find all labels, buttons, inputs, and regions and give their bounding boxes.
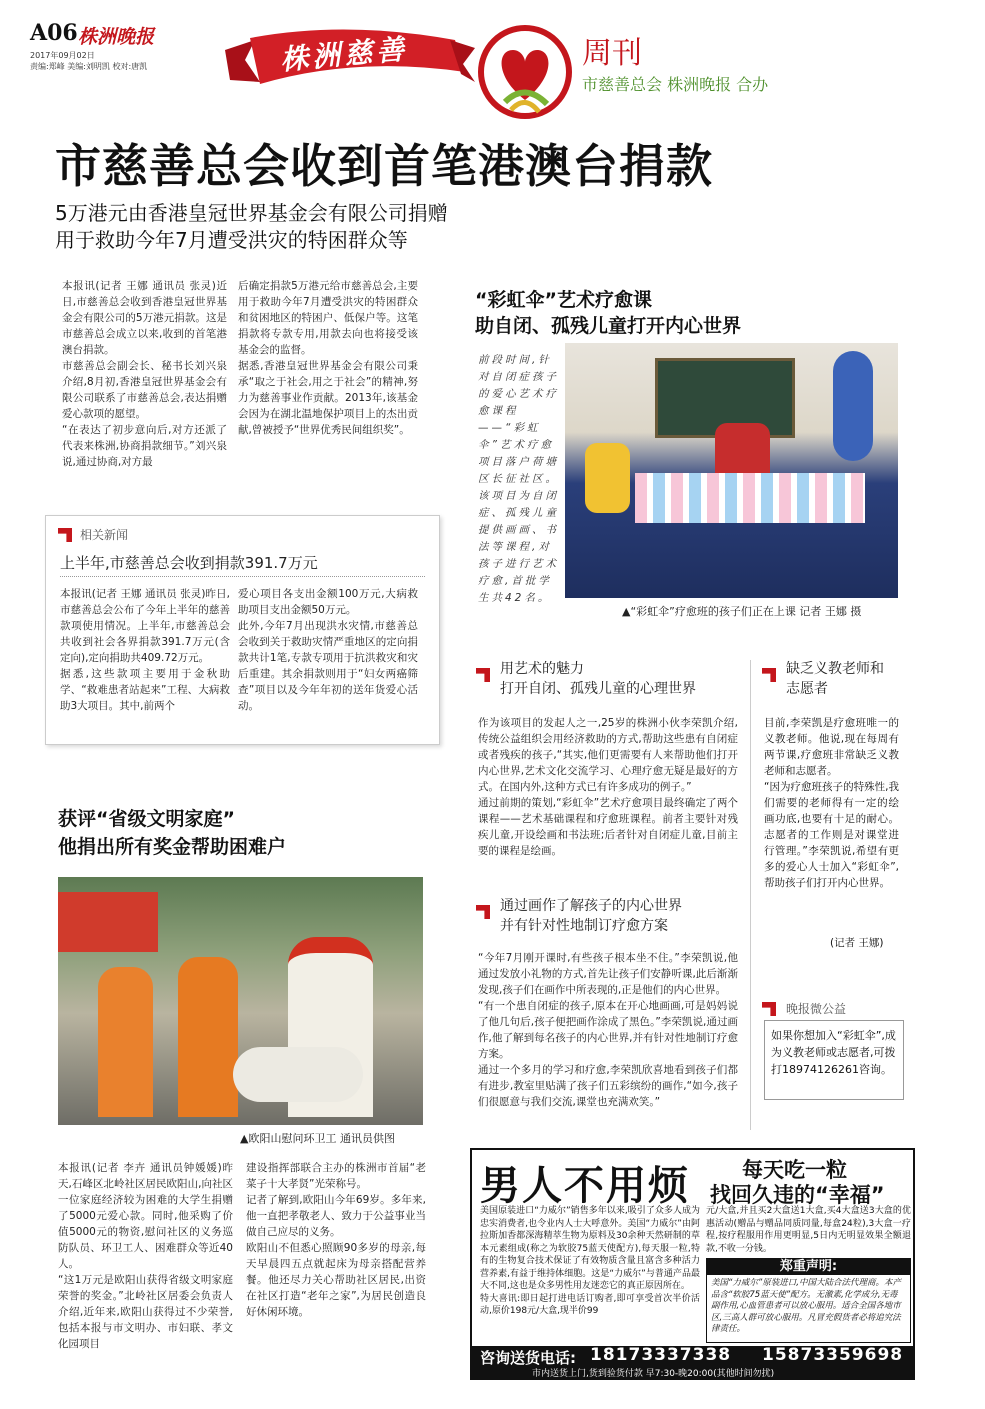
sec2-body: “今年7月刚开课时,有些孩子根本坐不住。”李荣凯说,他通过发放小礼物的方式,首先让孩子们安静听课,此后渐渐发现,孩子们在画作中所表现的,正是他们的内心世界。 “有一个患自闭症的孩子,原本在开心地画画,可是妈妈说了他几句后,孩子便把画作涂成了黑色。”李荣凯说,通过画作,他了解到每名孩子的内心世界,并有针对性地制订疗愈方案。 通过一个多月的学习和疗愈,李荣凯欣喜地看到孩子们都有进步,教室里贴满了孩子们五彩缤纷的画作,“如今,孩子们很愿意与我们交流,课堂也充满欢笑。” <box>478 952 738 1108</box>
related-col-2: 爱心项目各支出金额100万元,大病救助项目支出金额50万元。 此外,今年7月出现洪水灾情,市慈善总会收到关于救助灾情严重地区的定向捐款共计1笔,专款专项用于抗洪救灾和灾后重建。其余捐款则用于“妇女两癌筛查”项目以及今年年初的送年货爱心活动。 <box>238 588 418 712</box>
issue-date: 2017年09月02日 <box>30 51 95 60</box>
sanitation-workers-photo <box>58 877 423 1125</box>
family-photo-caption: ▲欧阳山慰问环卫工 通讯员供图 <box>240 1132 395 1145</box>
side-column-rule <box>750 660 751 1130</box>
classroom-caption: ▲“彩虹伞”疗愈班的孩子们正在上课 记者 王娜 摄 <box>622 605 862 618</box>
gift-bags <box>233 1047 363 1102</box>
ad-phone-2: 15873359698 <box>762 1345 904 1365</box>
ad-delivery: 市内送货上门,货到验货付款 早7:30-晚20:00(其他时间勿扰) <box>532 1369 775 1379</box>
ad-body-right: 元/大盒,并且买2大盒送1大盒,买4大盒送3大盒的优惠活动(赠品与赠品同质同量,每盒24粒),3大盒一疗程,按疗程服用作用更明显,5日内无明显效果全额退款,不收一分钱。 <box>706 1206 911 1254</box>
ad-hotline-label: 咨询送货电话: <box>480 1349 576 1367</box>
rainbow-headline-1: “彩虹伞”艺术疗愈课 <box>475 289 652 311</box>
co-hosts: 市慈善总会 株洲晚报 合办 <box>582 75 769 94</box>
family-col-1: 本报讯(记者 李卉 通讯员钟媛媛)昨天,石峰区北岭社区居民欧阳山,向社区一位家庭经济较为困难的大学生捐赠了5000元爱心款。同时,他采购了价值5000元的物资,慰问社区的义务巡防队员、环卫工人、困难群众等近40人。 “这1万元是欧阳山获得省级文明家庭荣誉的奖金。”北岭社区居委会负责人介绍,近年来,欧阳山获得过不少荣誉,包括本报与市文明办、市妇联、孝文化园项目 <box>58 1162 233 1350</box>
paint-trays <box>635 473 865 523</box>
family-col-2: 建设指挥部联合主办的株洲市首届“老菜子十大孝贤”光荣称号。 记者了解到,欧阳山今年69岁。多年来,他一直把孝敬老人、致力于公益事业当做自己应尽的义务。 欧阳山不但悉心照顾90多岁的母亲,每天早晨四五点就起床为母亲搭配营养餐。他还尽力关心帮助社区居民,出资在社区打造“老年之家”,为居民创造良好休闲环境。 <box>246 1162 426 1318</box>
wechat-box: 如果你想加入“彩虹伞”,成为义教老师或志愿者,可拨打18974126261咨询。 <box>764 1020 904 1100</box>
ad-body-left: 美国原装进口“力威尔”销售多年以来,吸引了众多人成为忠实消费者,也令业内人士大呼意外。美国“力威尔”由阿拉斯加香都深海精萃生物为原料及30余种天然研制的草本元素组成(称之为软胶75蓝天使配方),每天服一粒,特有的生物复合技术保证了有效物质含量且富含多种活力营养素,有益于维持体细胞。这是“力威尔”与普通产品最大不同,这也是众多男性用友迷恋它的真正原因所在。 特大喜讯:即日起打进电话订购者,即可享受首次半价活动,原价198元/大盒,现半价99 <box>480 1206 700 1316</box>
related-news-box <box>45 515 440 745</box>
family-headline-1: 获评“省级文明家庭” <box>58 808 235 830</box>
rainbow-intro: 前段时间,针对自闭症孩子的爱心艺术疗愈课程——“彩虹伞”艺术疗愈项目落户荷塘区长征社区。该项目为自闭症、孤残儿童提供画画、书法等课程,对孩子进行艺术疗愈,首批学生共42名。 <box>478 354 559 604</box>
advertisement <box>470 1148 915 1380</box>
charity-heart-icon <box>475 22 575 122</box>
ad-hotline-bar <box>472 1346 913 1378</box>
masthead <box>0 0 985 130</box>
worker-figure <box>178 957 238 1117</box>
sec1-title-2: 打开自闭、孤残儿童的心理世界 <box>500 681 696 697</box>
sec2-title-1: 通过画作了解孩子的内心世界 <box>500 898 682 914</box>
ad-phone-1: 18173337338 <box>590 1345 732 1365</box>
lead-subheadline-1: 5万港元由香港皇冠世界基金会有限公司捐赠 <box>55 201 448 225</box>
student-figure <box>585 443 630 513</box>
rainbow-headline-2: 助自闭、孤残儿童打开内心世界 <box>475 315 742 337</box>
lead-subheadline-2: 用于救助今年7月遭受洪灾的特困群众等 <box>55 228 408 252</box>
section-marker-icon <box>762 1002 776 1016</box>
page-number: A06 <box>30 20 78 46</box>
ad-notice-body: 美国“力威尔”原装进口,中国大陆合法代理商。本产品含“软胶75蓝天使”配方。无激素,化学成分,无毒副作用,心血管患者可以放心服用。适合全国各地市区,三高人群可放心服用。凡冒充假货者必将追究法律责任。 <box>711 1278 902 1334</box>
sec1-title-1: 用艺术的魅力 <box>500 661 584 677</box>
side-title-1: 缺乏义教老师和 <box>786 661 884 677</box>
paper-name: 株洲晚报 <box>78 26 155 48</box>
related-label: 相关新闻 <box>80 528 129 542</box>
ad-big-title: 男人不用烦 <box>480 1162 690 1209</box>
side-byline: (记者 王娜) <box>830 937 884 949</box>
related-divider <box>60 576 425 577</box>
side-title-2: 志愿者 <box>786 681 828 697</box>
banner-title: 株洲慈善 <box>278 32 410 77</box>
section-marker-icon <box>476 668 490 682</box>
ad-notice-title: 郑重声明: <box>707 1259 910 1275</box>
wechat-label: 晚报微公益 <box>786 1002 847 1016</box>
lead-headline: 市慈善总会收到首笔港澳台捐款 <box>55 139 713 193</box>
worker-figure <box>98 967 153 1117</box>
related-col-1: 本报讯(记者 王娜 通讯员 张灵)昨日,市慈善总会公布了今年上半年的慈善款项使用情况。上半年,市慈善总会共收到社会各界捐款391.7万元(含定向),定向捐助共409.72万元。 据悉,这些款项主要用于金秋助学、“救难患者站起来”工程、大病救助3大项目。其中,前两个 <box>60 588 230 712</box>
related-title: 上半年,市慈善总会收到捐款391.7万元 <box>60 554 318 572</box>
editors-line: 责编:郑峰 美编:刘明凯 校对:唐凯 <box>30 62 148 71</box>
classroom-photo <box>565 343 898 598</box>
side-body: 目前,李荣凯是疗愈班唯一的义教老师。他说,现在每周有两节课,疗愈班非常缺乏义教老师和志愿者。 “因为疗愈班孩子的特殊性,我们需要的老师得有一定的绘画功底,也要有十足的耐心。志愿者的工作则是对课堂进行管理。”李荣凯说,希望有更多的爱心人士加入“彩虹伞”,帮助孩子们打开内心世界。 <box>764 717 899 889</box>
section-marker-icon <box>762 668 776 682</box>
section-marker-icon <box>476 905 490 919</box>
lead-col-1: 本报讯(记者 王娜 通讯员 张灵)近日,市慈善总会收到香港皇冠世界基金会有限公司的5万港元捐款。这是市慈善总会成立以来,收到的首笔港澳台捐款。 市慈善总会副会长、秘书长刘兴泉介绍,8月初,香港皇冠世界基金会有限公司联系了市慈善总会,表达捐赠爱心款项的愿望。 “在表达了初步意向后,对方还派了代表来株洲,协商捐款细节。”刘兴泉说,通过协商,对方最 <box>62 280 227 468</box>
ad-slogan-1: 每天吃一粒 <box>742 1158 847 1182</box>
puppet-figure <box>833 351 873 461</box>
weekly-label: 周刊 <box>582 36 642 71</box>
ad-notice <box>706 1258 911 1343</box>
ad-slogan-2: 找回久违的“幸福” <box>710 1183 885 1207</box>
lead-col-2: 后确定捐款5万港元给市慈善总会,主要用于救助今年7月遭受洪灾的特困群众和贫困地区的特困户、低保户等。这笔捐款将专款专用,用款去向也将接受该基金会的监督。 据悉,香港皇冠世界基金会有限公司秉承“取之于社会,用之于社会”的精神,努力为慈善事业作贡献。2013年,该基金会因为在湖北温地保护项目上的杰出贡献,曾被授予“世界优秀民间组织奖”。 <box>238 280 418 436</box>
sec2-title-2: 并有针对性地制订疗愈方案 <box>500 918 668 934</box>
sec1-body: 作为该项目的发起人之一,25岁的株洲小伙李荣凯介绍,传统公益组织会用经济救助的方式,帮助这些患有自闭症或者残疾的孩子,“其实,他们更需要有人来帮助他们打开内心世界,艺术文化交流学习、心理疗愈无疑是最好的方式。在国内外,这种方式已有许多成功的例子。” 通过前期的策划,“彩虹伞”艺术疗愈项目最终确定了两个课程——艺术基础课程和疗愈班课程。前者主要针对残疾儿童,开设绘画和书法班;后者针对自闭症儿童,目前主要的课程是绘画。 <box>478 717 738 857</box>
section-marker-icon <box>58 528 72 542</box>
family-headline-2: 他捐出所有奖金帮助困难户 <box>58 836 287 858</box>
banner-sign <box>58 892 158 952</box>
